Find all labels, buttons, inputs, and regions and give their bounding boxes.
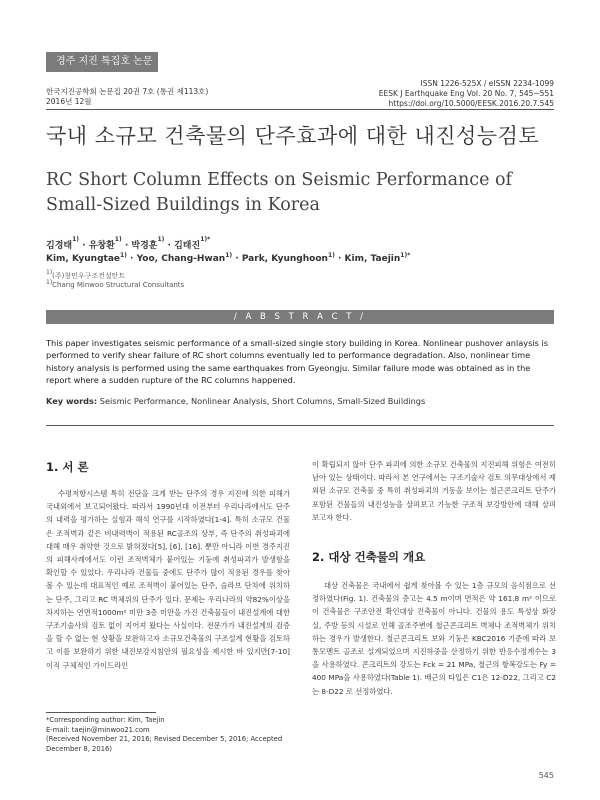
title-english: RC Short Column Effects on Seismic Performance of Small-Sized Buildings in Korea xyxy=(46,170,513,215)
abstract-heading: / A B S T R A C T / xyxy=(46,310,554,324)
author-name: 박경훈 xyxy=(131,241,158,251)
abstract-divider xyxy=(46,425,554,426)
journal-name-ko: 한국지진공학회 논문집 20권 7호 (통권 제113호) xyxy=(46,87,209,96)
special-issue-tag: 경주 지진 특집호 논문 xyxy=(46,52,158,72)
author-name: Park, Kyunghoon xyxy=(241,254,328,264)
title-korean: 국내 소규모 건축물의 단주효과에 대한 내진성능검토 xyxy=(46,124,540,148)
doi-link[interactable]: https://doi.org/10.5000/EESK.2016.20.7.545 xyxy=(388,99,554,108)
section-2-body xyxy=(312,579,556,698)
affiliation-korean: $^{1)}$(주)창민우구조컨설탄트 xyxy=(46,269,126,280)
issn: ISSN 1226-525X / eISSN 2234-1099 xyxy=(420,79,554,88)
author-name: Yoo, Chang-Hwan xyxy=(136,254,226,264)
publication-date-ko: 2016년 12월 xyxy=(46,97,92,106)
section-1-title: 1. 서 론 xyxy=(46,460,89,474)
footnote xyxy=(46,716,290,754)
paragraph: 이 확립되지 않아 단주 파괴에 의한 소규모 건축물의 지진피해 위험은 여전히 남아 있는 상태이다. 따라서 본 연구에서는 구조기술사 검토 의무대상에서 제외된 소규모 건축물 중 특히 취성파괴의 거동을 보이는 철근콘크리트 단주가 포함된 건물들의 내진성능을 살펴보고 가능한 구조적 보강방안에 대해 살펴보고자 한다. xyxy=(312,460,556,522)
affiliation-english: $^{1)}$Chang Minwoo Structural Consultants xyxy=(46,279,185,289)
corresponding-author: *Corresponding author: Kim, Taejin xyxy=(46,716,165,724)
received-dates: (Received November 21, 2016; Revised December 5, 2016; Accepted December 8, 2016) xyxy=(46,735,283,753)
paragraph: 수평저항시스템 특히 전단을 크게 받는 단주의 경우 지진에 의한 피해가 국내외에서 보고되어왔다. 따라서 1990년대 이전부터 우리나라에서도 단주의 내력을 평가하는 실험과 해석 연구를 시작하였다[1-4]. 특히 소규모 건물은 조적벽과 같은 비내력벽이 적용된 RC골조의 상부, 즉 단주의 취성파괴에 대해 매우 취약한 것으로 밝혀졌다[5], [6], [16]. 뿐만 아니라 이번 경주지진의 피해사례에서도 이런 조적벽체가 붙어있는 기둥에 취성파괴가 발생함을 확인할 수 있었다. 우리나라 건물들 중에도 단주가 많이 적용된 경우를 찾아볼 수 있는데 대표적인 예로 조적벽이 붙어있는 단주, 슬라브 단차에 위치하는 단주, 그리고 RC 벽체위의 단주가 있다. 문제는 우리나라의 약82%이상을 차지하는 연면적1000m² 미만 3층 미만을 가진 건축물들이 내진설계에 대한 구조기술사의 검토 없이 지어져 왔다는 사실이다. 전문가가 내진설계의 검증을 할 수 없는 현 상황을 보완하고자 소규모건축물의 구조설계 현황을 검토하고 이를 보완하기 위한 내진보강지침안의 필요성을 제시한 바 있지만[7-10] 이직 구체적인 가이드라인 xyxy=(46,489,290,670)
footnote-divider xyxy=(46,712,156,713)
header-divider xyxy=(46,109,554,110)
author-name: 유창환 xyxy=(88,241,115,251)
author-name: Kim, Kyungtae xyxy=(46,254,120,264)
author-name: 김경태 xyxy=(46,241,73,251)
page-number: 545 xyxy=(538,771,554,780)
authors-english: Kim, Kyungtae$^{1)}$ · Yoo, Chang-Hwan$^{1)}$ · Park, Kyunghoon$^{1)}$ · Kim, Taejin$^{1)*}$ xyxy=(46,252,411,264)
author-name: Kim, Taejin xyxy=(344,254,401,264)
right-column xyxy=(312,458,556,524)
journal-name-en: EESK J Earthquake Eng Vol. 20 No. 7, 545~551 xyxy=(378,89,554,98)
paragraph: 대상 건축물은 국내에서 쉽게 찾아볼 수 있는 1층 규모의 음식점으로 선정하였다(Fig. 1). 건축물의 층고는 4.5 m이며 면적은 약 161.8 m² 이므로 이 건축물은 구조안전 확인대상 건축물이 아니다. 건물의 용도 특성상 화장실, 주방 등의 시설로 인해 골조주변에 철근콘크리트 벽체나 조적벽체가 위치하는 경우가 발생한다. 철근콘크리트 보와 기둥은 KBC2016 기준에 따라 보통모멘트 골조로 설계되었으며 지진하중을 산정하기 위한 반응수정계수는 3을 사용하였다. 콘크리트의 강도는 Fck = 21 MPa, 철근의 항복강도는 Fy = 400 MPa을 사용하였다(Table 1). 배근의 타입은 C1은 12-D22, 그리고 C2 는 8-D22 로 선정하였다. xyxy=(312,581,556,696)
journal-info-ko xyxy=(46,87,208,107)
keywords: Key words: Seismic Performance, Nonlinear Analysis, Short Columns, Small-Sized Buildings xyxy=(46,396,426,406)
author-email[interactable]: E-mail: taejin@minwoo21.com xyxy=(46,725,150,734)
abstract-text: This paper investigates seismic performance of a small-sized single story building in Korea. Nonlinear pushover anlaysis is performed to verify shear failure of RC short columns eventually led to performance degradation. Also, nonlinear time history analysis is performed using the same earthquakes from Gyeongju. Similar failure mode was obtained as in the report where a sudden rupture of the RC columns happened. xyxy=(46,338,549,385)
section-1-body xyxy=(46,487,290,672)
journal-info-en xyxy=(379,79,554,109)
section-2-title: 2. 대상 건축물의 개요 xyxy=(312,550,426,564)
author-name: 김태진 xyxy=(174,241,201,251)
authors-korean: 김경태$^{1)}$ · 유창환$^{1)}$ · 박경훈$^{1)}$ · 김태진$^{1)*}$ xyxy=(46,236,211,251)
